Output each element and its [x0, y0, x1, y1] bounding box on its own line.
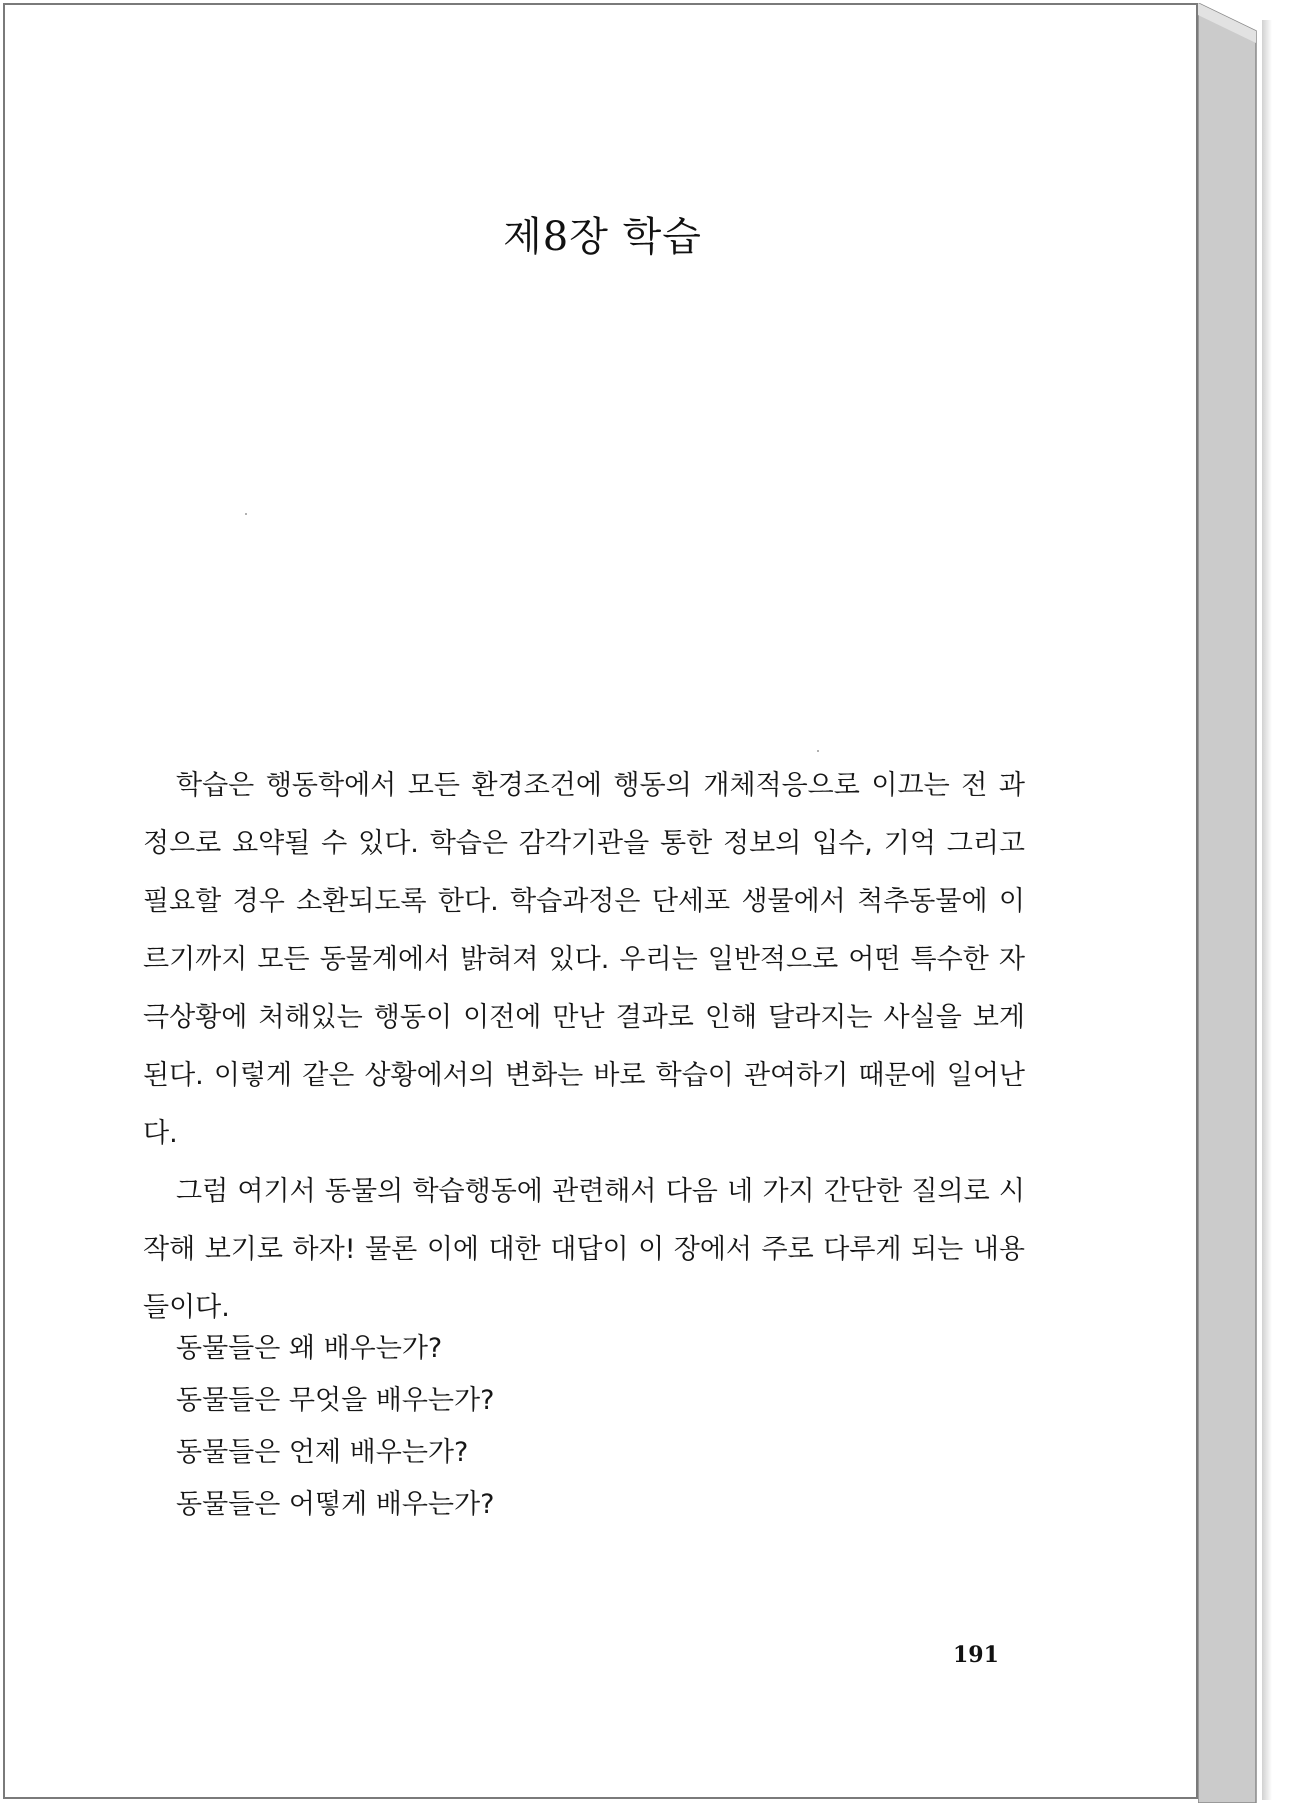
- book-page: [3, 3, 1198, 1799]
- paragraph: 학습은 행동학에서 모든 환경조건에 행동의 개체적응으로 이끄는 전 과정으로 요약될 수 있다. 학습은 감각기관을 통한 정보의 입수, 기억 그리고 필요할 경우 소환되도록 한다. 학습과정은 단세포 생물에서 척추동물에 이르기까지 모든 동물계에서 밝혀져 있다. 우리는 일반적으로 어떤 특수한 자극상황에 처해있는 행동이 이전에 만난 결과로 인해 달라지는 사실을 보게 된다. 이렇게 같은 상황에서의 변화는 바로 학습이 관여하기 때문에 일어난다.: [143, 770, 1025, 1149]
- scan-speck: [245, 513, 247, 515]
- question-item: 동물들은 언제 배우는가?: [176, 1437, 469, 1468]
- question-item: 동물들은 무엇을 배우는가?: [176, 1385, 495, 1416]
- scan-speck: [817, 750, 819, 752]
- paragraph: 그럼 여기서 동물의 학습행동에 관련해서 다음 네 가지 간단한 질의로 시작해 보기로 하자! 물론 이에 대한 대답이 이 장에서 주로 다루게 되는 내용들이다.: [143, 1176, 1025, 1323]
- body-text: [143, 757, 1025, 1337]
- book-shadow: [1262, 20, 1272, 1800]
- chapter-title: 제8장 학습: [503, 214, 702, 260]
- question-item: 동물들은 왜 배우는가?: [176, 1333, 443, 1364]
- book-spine: [1198, 3, 1260, 1803]
- question-list: [176, 1323, 494, 1531]
- page-number: 191: [953, 1642, 999, 1668]
- question-item: 동물들은 어떻게 배우는가?: [176, 1489, 495, 1520]
